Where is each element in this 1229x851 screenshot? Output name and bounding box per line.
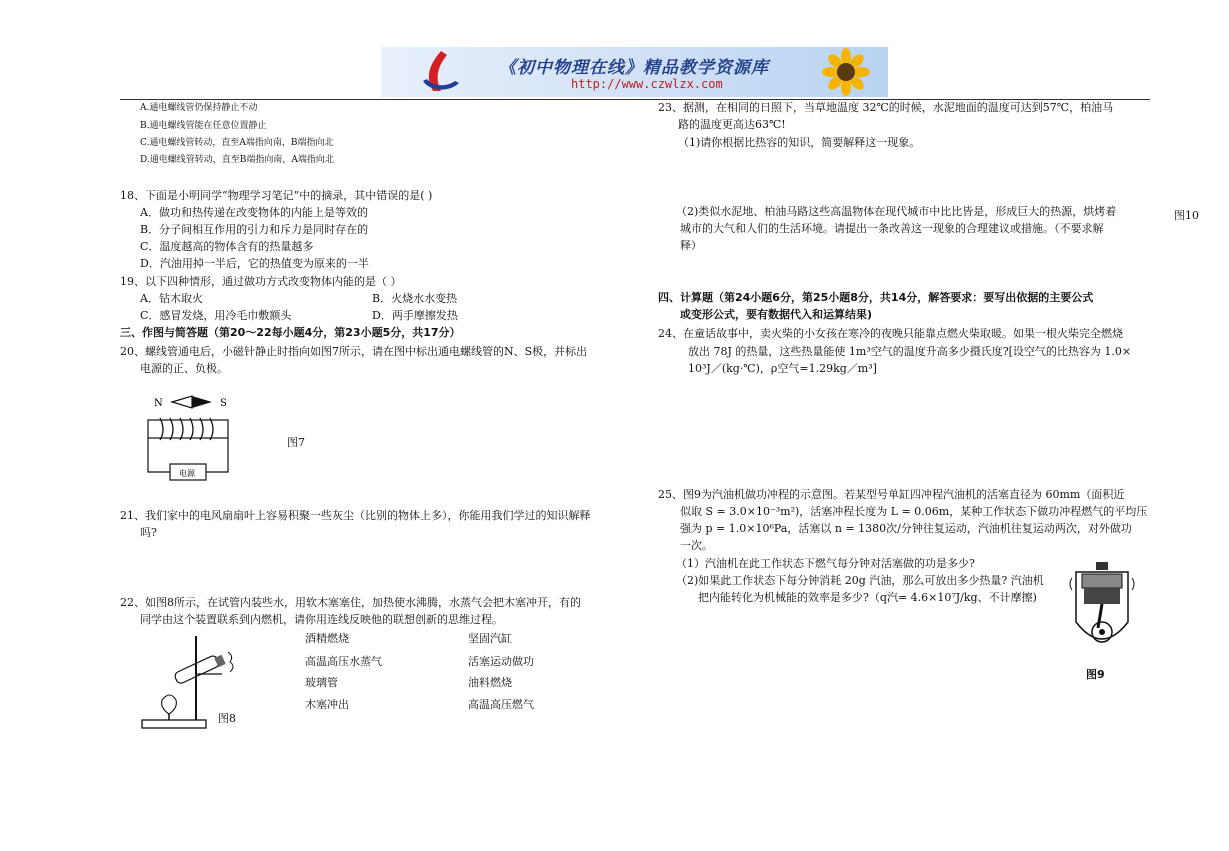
q19-option-d: D．两手摩擦发热: [372, 309, 458, 322]
q23-part2-line1: （2)类似水泥地、柏油马路这些高温物体在现代城市中比比皆是，形成巨大的热源，烘烤着: [676, 205, 1117, 218]
fig7-s-label: S: [220, 398, 227, 409]
section-3-heading: 三、作图与简答题（第20～22每小题4分，第23小题5分，共17分）: [120, 326, 461, 339]
q23-part2-line3: 释）: [680, 239, 702, 252]
q22-left-item-3: 玻璃管: [305, 676, 338, 689]
q18-option-d: D．汽油用掉一半后，它的热值变为原来的一半: [140, 257, 369, 270]
q25-part1: （1）汽油机在此工作状态下燃气每分钟对活塞做的功是多少?: [676, 557, 975, 570]
fig7-power-label: 电源: [179, 469, 195, 478]
figure-8-label: 图8: [218, 712, 236, 725]
q23-line2: 路的温度更高达63℃!: [678, 118, 786, 131]
q22-left-item-4: 木塞冲出: [305, 698, 349, 711]
q18-stem: 18、下面是小明同学“物理学习笔记”中的摘录，其中错误的是( ): [120, 189, 433, 202]
q23-part1: （1)请你根据比热容的知识，简要解释这一现象。: [678, 136, 921, 149]
q17-option-d: D.通电螺线管转动，直至B端指向南，A端指向北: [140, 155, 334, 165]
q20-line1: 20、螺线管通电后，小磁针静止时指向如图7所示，请在图中标出通电螺线管的N、S极，并标出: [120, 345, 588, 358]
q19-option-c: C．感冒发烧，用冷毛巾敷额头: [140, 309, 292, 322]
section-4-heading-line2: 或变形公式，要有数据代入和运算结果): [680, 308, 873, 321]
figure-7-solenoid: [140, 392, 240, 482]
fig7-n-label: N: [154, 398, 163, 409]
q22-line1: 22、如图8所示，在试管内装些水，用软木塞塞住，加热使水沸腾，水蒸气会把木塞冲开，有的: [120, 596, 581, 609]
q17-option-b: B.通电螺线管能在任意位置静止: [140, 121, 267, 131]
sunflower-icon: [811, 47, 881, 97]
figure-9-engine: [1068, 560, 1138, 660]
q17-option-a: A.通电螺线管仍保持静止不动: [140, 103, 258, 113]
q21-line1: 21、我们家中的电风扇扇叶上容易积聚一些灰尘（比别的物体上多），你能用我们学过的知识解释: [120, 509, 591, 522]
q22-left-item-2: 高温高压水蒸气: [305, 655, 382, 668]
q17-option-c: C.通电螺线管转动，直至A端指向南，B端指向北: [140, 138, 334, 148]
q22-line2: 同学由这个装置联系到内燃机，请你用连线反映他的联想创新的思维过程。: [140, 613, 503, 626]
banner-title: 《初中物理在线》精品教学资源库: [499, 58, 769, 78]
figure-10-label: 图10: [1174, 209, 1199, 222]
q21-line2: 吗?: [140, 526, 157, 539]
q22-right-item-3: 油料燃烧: [468, 676, 512, 689]
q23-line1: 23、据测，在相同的日照下，当草地温度 32℃的时候，水泥地面的温度可达到57℃，柏油马: [658, 101, 1114, 114]
q24-line1: 24、在童话故事中，卖火柴的小女孩在寒冷的夜晚只能靠点燃火柴取暖。如果一根火柴完全燃烧: [658, 327, 1123, 340]
q19-option-a: A．钻木取火: [140, 292, 203, 305]
q25-line1: 25、图9为汽油机做功冲程的示意图。若某型号单缸四冲程汽油机的活塞直径为 60mm（面积近: [658, 488, 1125, 501]
logo-icon: [411, 47, 471, 97]
q25-part2-line1: （2)如果此工作状态下每分钟消耗 20g 汽油，那么可放出多少热量? 汽油机: [676, 574, 1044, 587]
q25-line3: 强为 p = 1.0×10⁶Pa，活塞以 n = 1380次/分钟往复运动，汽油机往复运动两次，对外做功: [680, 522, 1132, 535]
q22-left-item-1: 酒精燃烧: [305, 632, 349, 645]
header-rule: [120, 99, 1150, 100]
q22-right-item-1: 坚固汽缸: [468, 632, 512, 645]
figure-9-label: 图9: [1086, 668, 1105, 681]
q25-line2: 似取 S = 3.0×10⁻³m²)，活塞冲程长度为 L = 0.06m，某种工作状态下做功冲程燃气的平均压: [680, 505, 1148, 518]
figure-7-label: 图7: [287, 436, 305, 449]
q25-line4: 一次。: [680, 539, 713, 552]
q24-line2: 放出 78J 的热量，这些热量能使 1m³空气的温度升高多少摄氏度?[设空气的比热容为 1.0×: [688, 345, 1132, 358]
q23-part2-line2: 城市的大气和人们的生活环境。请提出一条改善这一现象的合理建议或措施。（不要求解: [680, 222, 1104, 235]
q19-option-b: B．火烧水水变热: [372, 292, 458, 305]
q22-right-item-4: 高温高压燃气: [468, 698, 534, 711]
q24-line3: 10³J／(kg·℃)，ρ空气=1.29kg／m³]: [688, 362, 877, 375]
section-4-heading-line1: 四、计算题（第24小题6分，第25小题8分，共14分，解答要求：要写出依据的主要公式: [658, 291, 1094, 304]
q19-stem: 19、以下四种情形，通过做功方式改变物体内能的是（ ）: [120, 275, 402, 288]
q18-option-c: C．温度越高的物体含有的热量越多: [140, 240, 314, 253]
header-banner: [381, 47, 888, 97]
q20-line2: 电源的正、负极。: [140, 362, 228, 375]
q25-part2-line2: 把内能转化为机械能的效率是多少?（q汽= 4.6×10⁷J/kg、不计摩擦): [698, 591, 1037, 604]
q18-option-b: B．分子间相互作用的引力和斥力是同时存在的: [140, 223, 369, 236]
banner-url[interactable]: http://www.czwlzx.com: [571, 77, 723, 91]
q18-option-a: A．做功和热传递在改变物体的内能上是等效的: [140, 206, 368, 219]
q22-right-item-2: 活塞运动做功: [468, 655, 534, 668]
